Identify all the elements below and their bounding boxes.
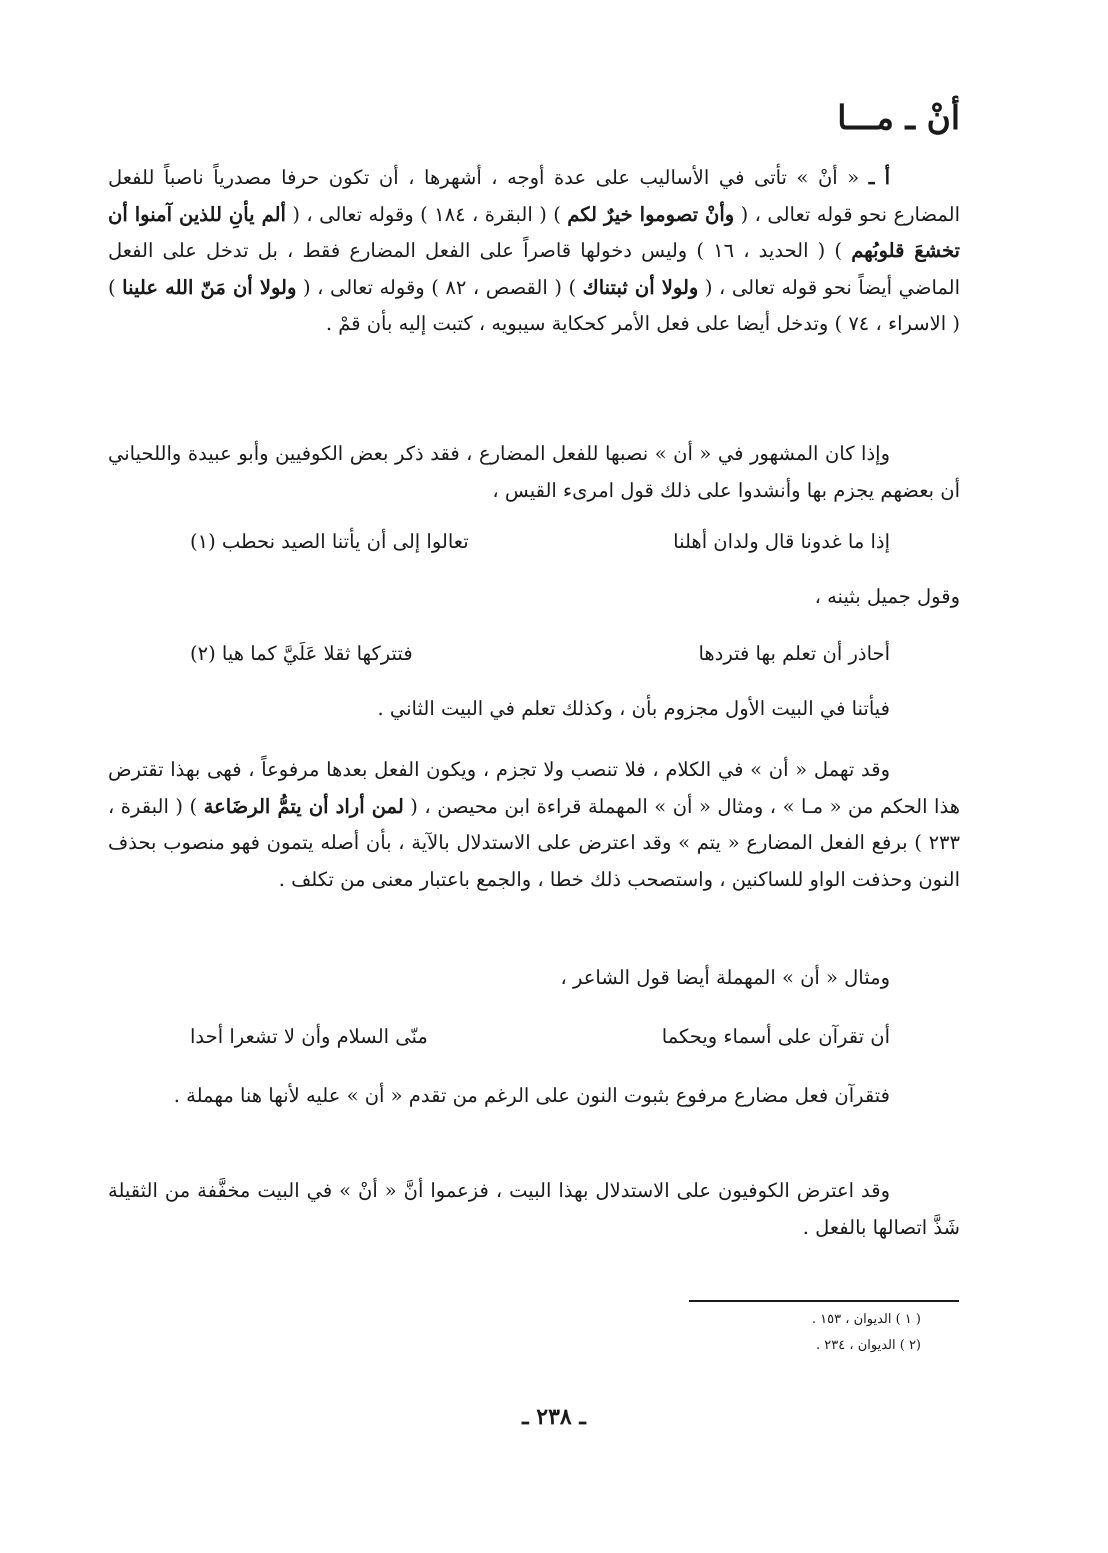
paragraph-2: وإذا كان المشهور في « أن » نصبها للفعل المضارع ، فقد ذكر بعض الكوفيين وأبو عبيدة واللحياني أن بعضهم يجزم بها وأنشدوا على ذلك قول امرىء القيس ، xyxy=(108,442,960,502)
quran-quote: وأنْ تصوموا خيرٌ لكم xyxy=(567,202,735,226)
paragraph-5: وقد اعترض الكوفيون على الاستدلال بهذا البيت ، فزعموا أنَّ « أنْ » في البيت مخفَّفة من الثقيلة شَذَّ اتصالها بالفعل . xyxy=(108,1179,960,1239)
quran-quote: ولولا أن ثبتناك xyxy=(582,275,699,299)
verse-2 xyxy=(190,642,890,665)
footnote-divider xyxy=(689,1300,959,1302)
footnote-1: ( ١ ) الديوان ، ١٥٣ . xyxy=(811,1312,921,1327)
verse-second-hemistich: تعالوا إلى أن يأتنا الصيد نحطب (١) xyxy=(190,530,469,553)
quran-quote: ولولا أن مَنّ الله علينا xyxy=(122,275,297,299)
jamil-intro-line: وقول جميل بثينه ، xyxy=(814,585,960,608)
example-intro-line: ومثال « أن » المهملة أيضا قول الشاعر ، xyxy=(560,966,890,989)
footnote-2: (٢ ) الديوان ، ٢٣٤ . xyxy=(816,1338,921,1353)
verse-first-hemistich: أن تقرآن على أسماء ويحكما xyxy=(661,1025,890,1048)
verse-3 xyxy=(190,1025,890,1048)
verse-1 xyxy=(190,530,890,553)
paragraph-1: أ ـ « أنْ » تأتى في الأساليب على عدة أوجه ، أشهرها ، أن تكون حرفا مصدرياً ناصباً للفعل المضارع نحو قوله تعالى ، ( وأنْ تصوموا خيرٌ لكم ) ( البقرة ، ١٨٤ ) وقوله تعالى ، ( ألم يأنِ للذين آمنوا أن تخشعَ قلوبُهم ) ( الحديد ، ١٦ ) وليس دخولها قاصراً على الفعل المضارع فقط ، بل تدخل على الفعل الماضي أيضاً نحو قوله تعالى ، ( ولولا أن ثبتناك ) ( القصص ، ٨٢ ) وقوله تعالى ، ( ولولا أن مَنّ الله علينا ) ( الاسراء ، ٧٤ ) وتدخل أيضا على فعل الأمر كحكاية سيبويه ، كتبت إليه بأن قمْ . xyxy=(108,166,961,335)
verse-first-hemistich: أحاذر أن تعلم بها فتردها xyxy=(698,642,890,665)
quran-quote: ألم يأنِ للذين آمنوا أن تخشعَ قلوبُهم xyxy=(108,202,960,262)
verse-first-hemistich: إذا ما غدونا قال ولدان أهلنا xyxy=(673,530,890,553)
section-label: أ ـ xyxy=(868,166,891,189)
quran-quote: لمن أراد أن يتمُّ الرضَاعة xyxy=(203,794,404,818)
page-heading: أنْ ـ مـــا xyxy=(837,98,960,137)
paragraph-3: وقد تهمل « أن » في الكلام ، فلا تنصب ولا تجزم ، ويكون الفعل بعدها مرفوعاً ، فهى بهذا تقترض هذا الحكم من « مـا » ، ومثال « أن » المهملة قراءة ابن محيصن ، ( لمن أراد أن يتمُّ الرضَاعة ) ( البقرة ، ٢٣٣ ) برفع الفعل المضارع « يتم » وقد اعترض على الاستدلال بالآية ، بأن أصله يتمون فهو منصوب بحذف النون وحذفت الواو للساكنين ، واستصحب ذلك خطا ، والجمع باعتبار معنى من تكلف . xyxy=(108,758,960,891)
verse-second-hemistich: فتتركها ثقلا عَلَيَّ كما هيا (٢) xyxy=(190,642,413,665)
explanation-line: فيأتنا في البيت الأول مجزوم بأن ، وكذلك تعلم في البيت الثاني . xyxy=(377,697,890,720)
paragraph-4: فتقرآن فعل مضارع مرفوع بثبوت النون على الرغم من تقدم « أن » عليه لأنها هنا مهملة . xyxy=(173,1084,890,1107)
verse-second-hemistich: منّى السلام وأن لا تشعرا أحدا xyxy=(190,1025,428,1048)
page-number: ـ ٢٣٨ ـ xyxy=(522,1404,586,1430)
